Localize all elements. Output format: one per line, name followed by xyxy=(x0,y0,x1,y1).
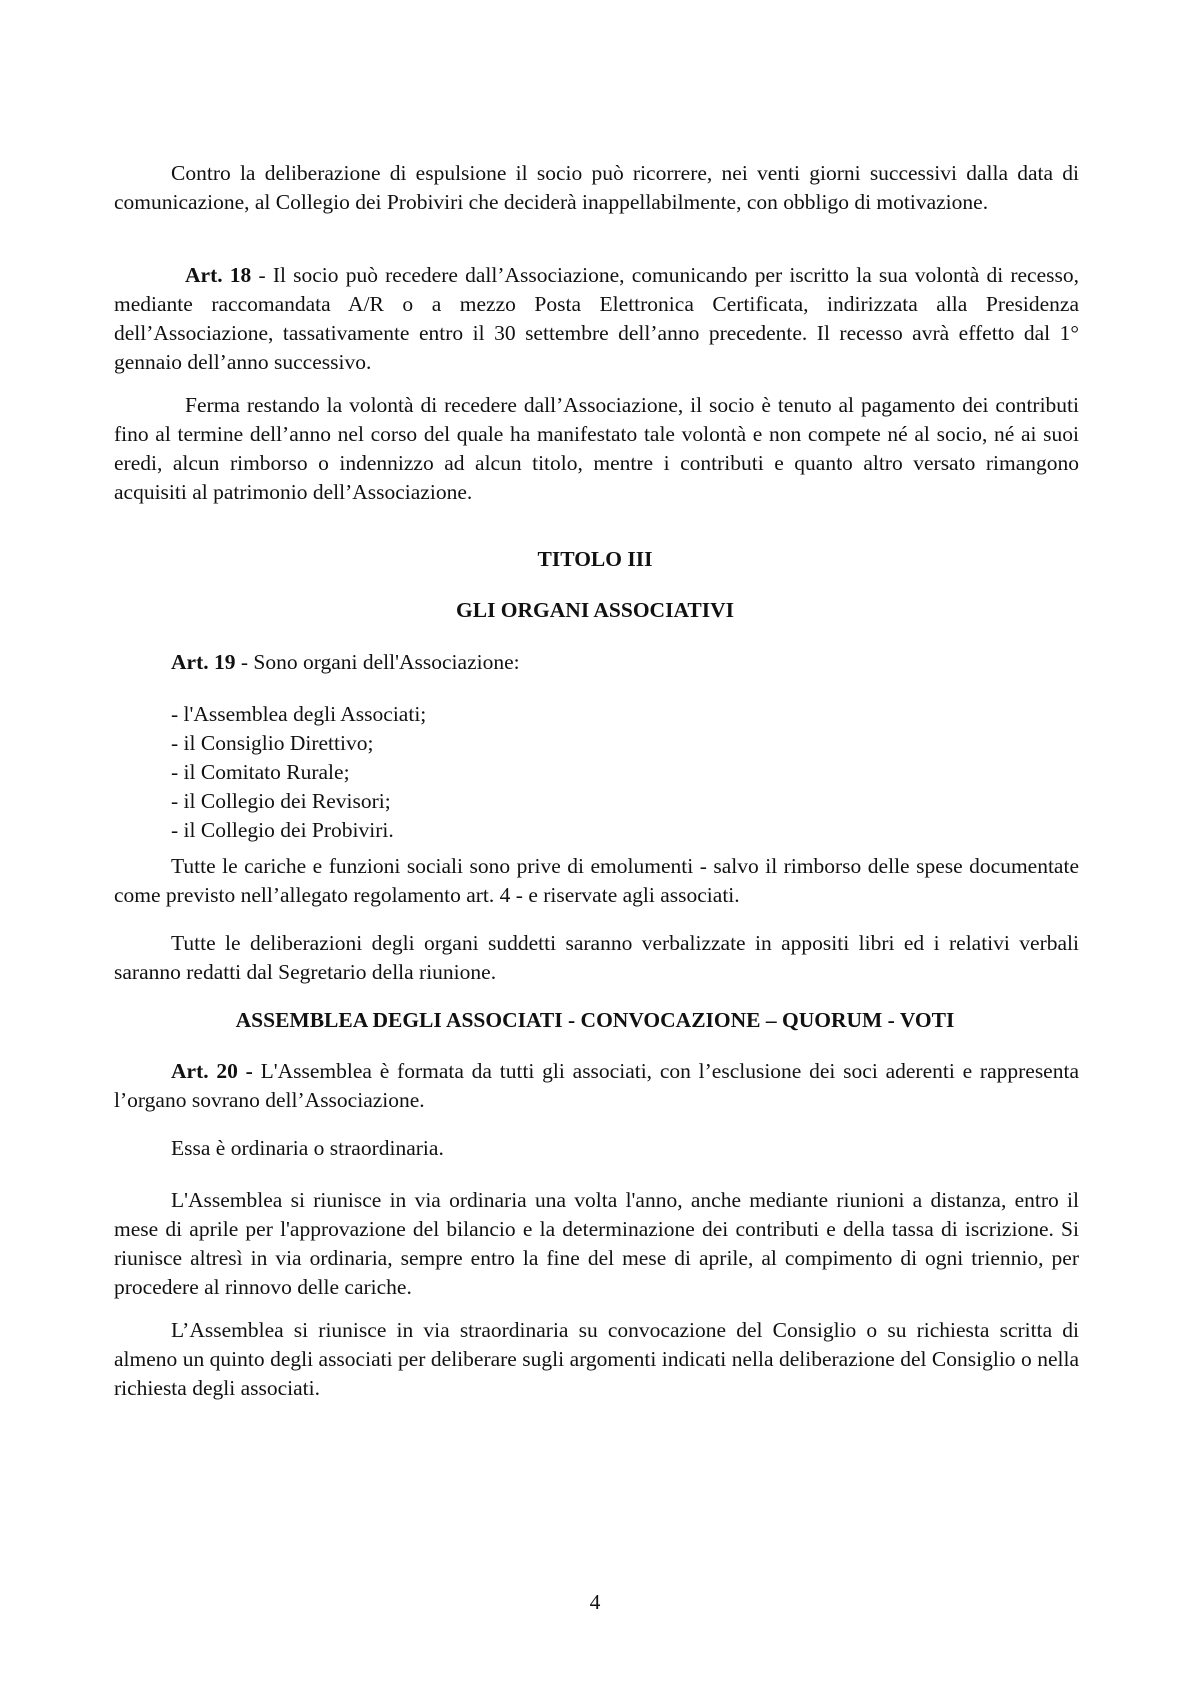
article-text: - Sono organi dell'Associazione: xyxy=(235,650,520,674)
section-title: TITOLO III xyxy=(537,547,653,571)
list-item: - il Comitato Rurale; xyxy=(171,760,350,784)
section-heading-assemblea: ASSEMBLEA DEGLI ASSOCIATI - CONVOCAZIONE – QUORUM - VOTI xyxy=(235,1008,955,1032)
section-subtitle: GLI ORGANI ASSOCIATIVI xyxy=(456,598,734,622)
paragraph-cariche: Tutte le cariche e funzioni sociali sono prive di emolumenti - salvo il rimborso delle spese documentate come previsto nell’allegato regolamento art. 4 - e riservate agli associati. xyxy=(114,854,1079,907)
paragraph-art-19 xyxy=(114,648,1079,677)
paragraph-straordinaria: L’Assemblea si riunisce in via straordinaria su convocazione del Consiglio o su richiesta scritta di almeno un quinto degli associati per deliberare sugli argomenti indicati nella deliberazione del Consiglio o nella richiesta degli associati. xyxy=(114,1318,1079,1400)
paragraph-deliberazioni: Tutte le deliberazioni degli organi suddetti saranno verbalizzate in appositi libri ed i relativi verbali saranno redatti dal Segretario della riunione. xyxy=(114,931,1079,984)
paragraph-espulsione: Contro la deliberazione di espulsione il socio può ricorrere, nei venti giorni successivi dalla data di comunicazione, al Collegio dei Probiviri che deciderà inappellabilmente, con obbligo di motivazione. xyxy=(114,161,1079,214)
organi-list xyxy=(171,700,771,845)
list-item: - l'Assemblea degli Associati; xyxy=(171,702,427,726)
list-item: - il Collegio dei Probiviri. xyxy=(171,818,394,842)
article-label: Art. 19 xyxy=(171,650,236,674)
article-label: Art. 18 xyxy=(185,263,252,287)
paragraph-recesso: Ferma restando la volontà di recedere dall’Associazione, il socio è tenuto al pagamento dei contributi fino al termine dell’anno nel corso del quale ha manifestato tale volontà e non compete né al socio, né ai suoi eredi, alcun rimborso o indennizzo ad alcun titolo, mentre i contributi e quanto altro versato rimangono acquisiti al patrimonio dell’Associazione. xyxy=(114,393,1079,504)
article-text: - Il socio può recedere dall’Associazione, comunicando per iscritto la sua volontà di recesso, mediante raccomandata A/R o a mezzo Posta Elettronica Certificata, indirizzata alla Presidenza dell’Associazione, tassativamente entro il 30 settembre dell’anno precedente. Il recesso avrà effetto dal 1° gennaio dell’anno successivo. xyxy=(114,263,1080,374)
paragraph-art-20 xyxy=(114,1057,1079,1115)
article-label: Art. 20 - xyxy=(171,1059,253,1083)
list-item: - il Consiglio Direttivo; xyxy=(171,731,374,755)
list-item: - il Collegio dei Revisori; xyxy=(171,789,391,813)
paragraph-art-18 xyxy=(114,261,1079,377)
paragraph-essa: Essa è ordinaria o straordinaria. xyxy=(171,1136,444,1160)
page-number: 4 xyxy=(589,1590,601,1614)
paragraph-ordinaria: L'Assemblea si riunisce in via ordinaria una volta l'anno, anche mediante riunioni a distanza, entro il mese di aprile per l'approvazione del bilancio e la determinazione dei contributi e della tassa di iscrizione. Si riunisce altresì in via ordinaria, sempre entro la fine del mese di aprile, al compimento di ogni triennio, per procedere al rinnovo delle cariche. xyxy=(114,1188,1079,1299)
article-text: L'Assemblea è formata da tutti gli associati, con l’esclusione dei soci aderenti e rappresenta l’organo sovrano dell’Associazione. xyxy=(114,1059,1079,1112)
